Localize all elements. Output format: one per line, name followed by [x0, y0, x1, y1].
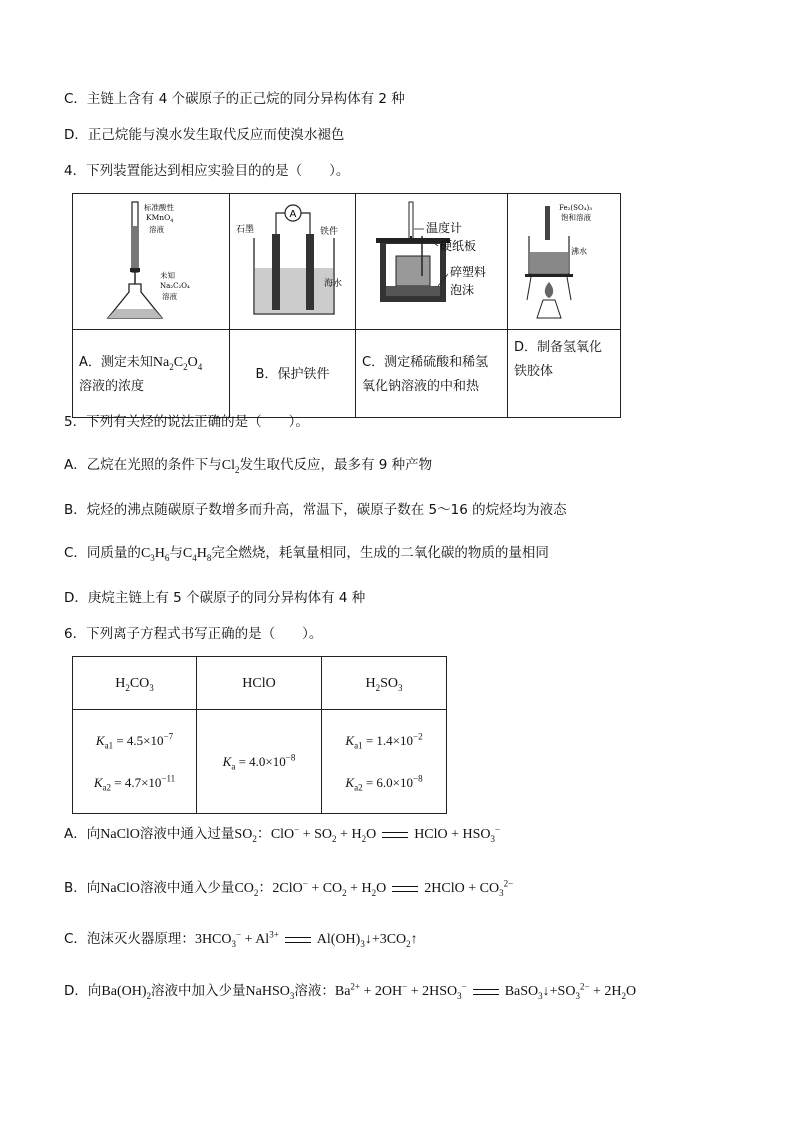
q6-option-c: C．泡沫灭火器原理：$3HCO_3^- + Al^{3+}$ $Al(OH)_3↓+3CO_2↑$ [64, 929, 418, 949]
q5-option-d: D．庚烷主链上有 5 个碳原子的同分异构体有 4 种 [64, 590, 366, 606]
figure-d-colloid [508, 194, 621, 330]
q4-option-d: D．制备氢氧化 铁胶体 [508, 330, 621, 418]
q6-option-b: B．向NaClO溶液中通入少量$CO_2$：$2ClO^- + CO_2 + H_2O$ 2HClO + $CO_3^{2-}$ [64, 878, 514, 898]
q3-option-d: D．正己烷能与溴水发生取代反应而使溴水褪色 [64, 127, 345, 143]
q5-option-a: A．乙烷在光照的条件下与$Cl_2$发生取代反应，最多有 9 种产物 [64, 457, 433, 475]
h2so3-constants: $K_{a1} = 1.4\times 10^{-2}$ $K_{a2} = 6.0\times 10^{-8}$ [322, 710, 447, 814]
fig-a-label-4: 未知 [160, 270, 175, 280]
electrochemistry-apparatus-icon [232, 196, 354, 324]
fig-a-label-2: KMnO [146, 212, 171, 222]
q6-ka-table [72, 656, 447, 814]
fig-d-label-3: 沸水 [571, 246, 587, 256]
fig-a-label-6: 溶液 [162, 291, 177, 301]
q6-option-d: D．向$Ba(OH)_2$溶液中加入少量NaHSO$_3$溶液：$Ba^{2+} + 2OH^- + 2HSO_3^-$ $BaSO_3↓+SO_3^{2-} + 2H_2O$ [64, 981, 637, 1001]
fig-d-label-1: Fe₂(SO₄)₃ [559, 203, 593, 212]
h2co3-constants: $K_{a1} = 4.5\times 10^{-7}$ $K_{a2} = 4.7\times 10^{-11}$ [73, 710, 197, 814]
figure-c-calorimeter [356, 194, 508, 330]
calorimeter-apparatus-icon [358, 196, 506, 324]
figure-b-electrolysis [230, 194, 356, 330]
header-h2co3: $H_2CO_3$ [73, 657, 197, 710]
hclo-constant: $K_a = 4.0\times 10^{-8}$ [197, 710, 322, 814]
titration-apparatus-icon [76, 196, 226, 324]
fig-d-label-2: 饱和溶液 [561, 212, 591, 222]
q5-option-c: C．同质量的$C_3H_6$与$C_4H_8$完全燃烧，耗氧量相同，生成的二氧化碳的物质的量相同 [64, 545, 549, 563]
fig-b-seawater: 海水 [323, 278, 342, 289]
fig-c-foam1: 碎塑料 [449, 264, 486, 279]
fig-c-foam2: 泡沫 [449, 282, 474, 297]
q4-device-table [72, 193, 621, 418]
q4-option-a-line2: 溶液的浓度 [79, 378, 145, 394]
svg-text:KMnO4: KMnO$_4$ [146, 212, 174, 224]
q4-option-b: B．保护铁件 [230, 330, 356, 418]
fig-a-label-3: 溶液 [149, 224, 164, 234]
q5-option-b: B．烷烃的沸点随碳原子数增多而升高，常温下，碳原子数在 5～16 的烷烃均为液态 [64, 502, 567, 518]
q6-stem: 6．下列离子方程式书写正确的是（ ）。 [64, 626, 323, 642]
header-h2so3: $H_2SO_3$ [322, 657, 447, 710]
q4-option-c: C．测定稀硫酸和稀氢 氧化钠溶液的中和热 [356, 330, 508, 418]
header-hclo: HClO [197, 657, 322, 710]
q5-stem: 5．下列有关烃的说法正确的是（ ）。 [64, 414, 309, 430]
fig-c-thermometer: 温度计 [425, 220, 462, 235]
fig-b-meter: A [289, 208, 296, 220]
fig-a-label-1: 标准酸性 [144, 202, 174, 212]
fig-b-graphite: 石墨 [235, 224, 254, 235]
fig-a-label-5: Na₂C₂O₄ [160, 281, 190, 290]
q3-option-c: C．主链上含有 4 个碳原子的正己烷的同分异构体有 2 种 [64, 91, 405, 107]
q4-stem: 4．下列装置能达到相应实验目的的是（ ）。 [64, 163, 350, 179]
figure-a-titration [73, 194, 230, 330]
heating-apparatus-icon [509, 196, 619, 324]
fig-b-iron: 铁件 [319, 226, 338, 237]
q6-option-a: A．向NaClO溶液中通入过量$SO_2$：$ClO^- + SO_2 + H_2O$ HClO + $HSO_3^-$ [64, 824, 501, 844]
fig-c-board: 硬纸板 [439, 238, 476, 253]
q4-option-a: A．测定未知$Na_2C_2O_4$ 溶液的浓度 [73, 330, 230, 418]
